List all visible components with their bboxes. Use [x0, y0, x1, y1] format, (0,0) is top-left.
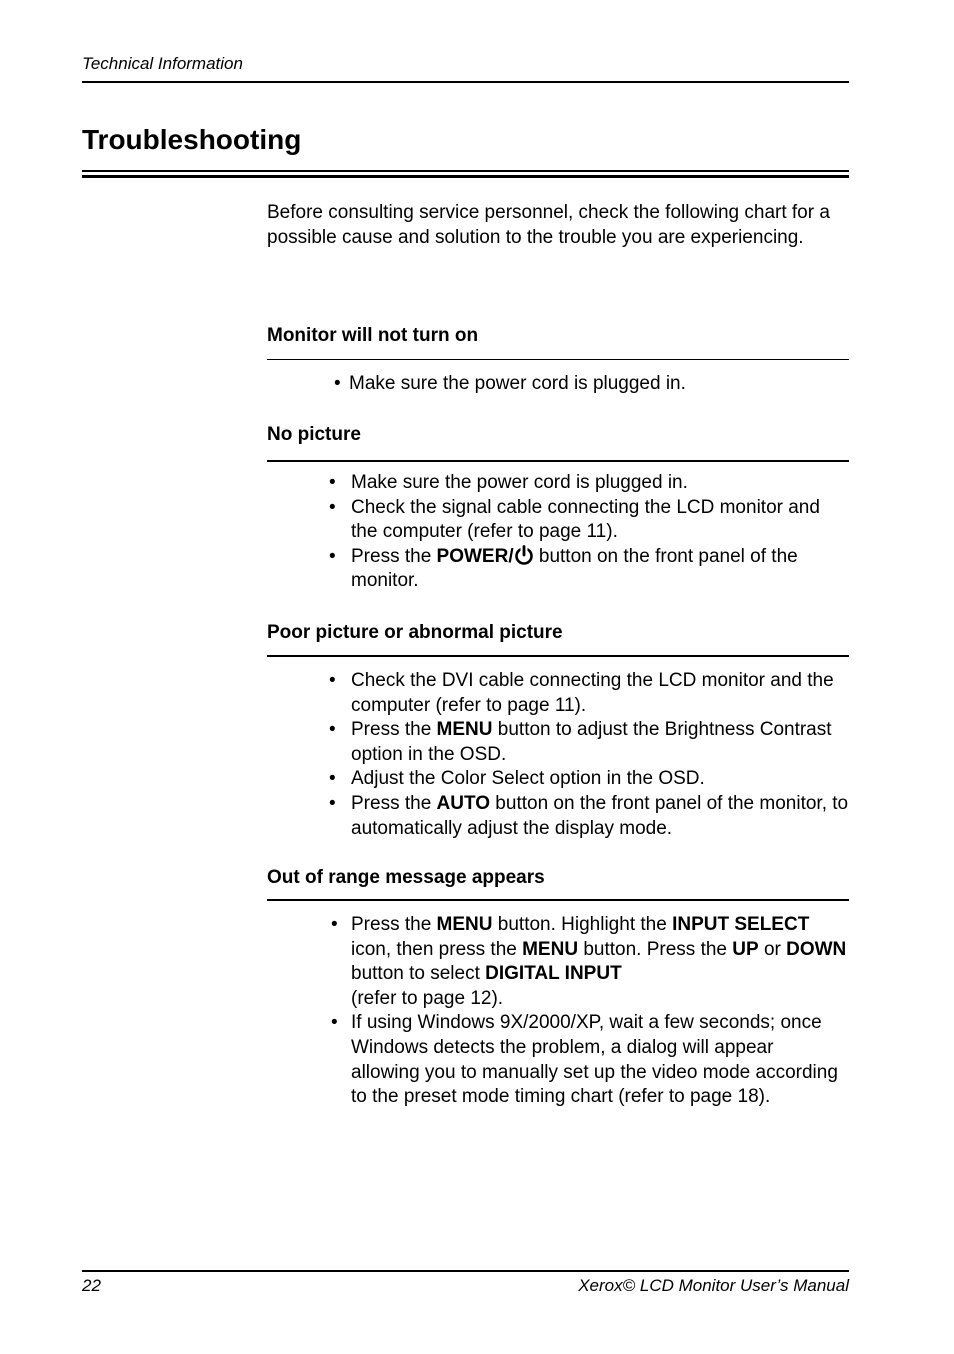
item-text: Press the	[351, 719, 437, 741]
item-bold: UP	[732, 938, 759, 960]
bullet-icon: •	[329, 472, 336, 493]
footer-manual-title: Xerox© LCD Monitor User’s Manual	[578, 1276, 849, 1295]
section-heading: Out of range message appears	[267, 867, 545, 888]
list-item	[329, 792, 851, 841]
item-text: button on the front panel of the monitor, to automatically adjust the display mode.	[351, 792, 849, 839]
item-bold: MENU	[522, 938, 579, 960]
item-text: icon, then press the	[351, 938, 523, 960]
item-bold: INPUT SELECT	[672, 914, 810, 935]
bullet-icon: •	[329, 670, 336, 691]
bullet-list	[334, 372, 851, 397]
bullet-icon: •	[329, 719, 336, 741]
bullet-icon: •	[331, 914, 338, 935]
list-item	[329, 496, 841, 545]
bullet-icon: •	[329, 768, 336, 790]
item-text: Adjust the Color Select option in the OSD.	[351, 768, 705, 790]
page-title: Troubleshooting	[82, 124, 302, 155]
title-rule-bottom	[82, 175, 849, 178]
bullet-icon: •	[334, 373, 341, 394]
page-number: 22	[82, 1276, 101, 1295]
bullet-icon: •	[329, 545, 336, 567]
item-text: Check the signal cable connecting the LCD monitor and the computer (refer to page 11).	[351, 496, 820, 543]
bullet-icon: •	[329, 496, 336, 518]
intro-paragraph: Before consulting service personnel, check the following chart for a possible cause and solution to the trouble you are experiencing.	[267, 202, 830, 248]
item-text: Press the	[351, 545, 437, 567]
list-item	[329, 718, 851, 767]
list-item	[329, 767, 851, 792]
title-rule-top	[82, 170, 849, 172]
bullet-list	[331, 913, 847, 1110]
list-item	[329, 471, 841, 496]
section-heading: Monitor will not turn on	[267, 325, 479, 346]
running-header: Technical Information	[82, 54, 243, 73]
section-heading: Poor picture or abnormal picture	[267, 622, 563, 643]
item-bold: AUTO	[436, 792, 491, 814]
list-item	[331, 913, 847, 1011]
item-text: button to adjust the Brightness Contrast option in the OSD.	[351, 719, 832, 765]
header-rule	[82, 81, 849, 83]
item-text: Press the	[351, 792, 437, 814]
item-bold: DIGITAL INPUT	[485, 963, 622, 985]
power-icon	[514, 545, 534, 565]
section-rule	[267, 460, 849, 462]
item-text: If using Windows 9X/2000/XP, wait a few seconds; once Windows detects the problem, a dialog will appear allowing you to manually set up the video mode according to the preset mode timing chart (refer to page 18).	[351, 1012, 838, 1108]
item-text: button to select	[351, 963, 486, 985]
item-text: Press the	[351, 914, 437, 935]
item-text: Make sure the power cord is plugged in.	[351, 472, 688, 493]
item-text: or	[758, 938, 787, 960]
section-rule	[267, 655, 849, 657]
item-text: (refer to page 12).	[351, 987, 504, 1009]
list-item	[331, 1011, 847, 1109]
item-text: Check the DVI cable connecting the LCD monitor and the computer (refer to page 11).	[351, 670, 834, 716]
item-text: button on the front panel of the monitor.	[351, 545, 798, 592]
item-text: button. Press the	[578, 938, 733, 960]
list-item	[329, 545, 841, 594]
bullet-list	[329, 471, 841, 594]
item-bold: MENU	[436, 914, 493, 935]
item-bold: MENU	[436, 719, 493, 741]
bullet-icon: •	[331, 1012, 338, 1034]
bullet-list	[329, 669, 851, 841]
section-rule	[267, 359, 849, 360]
item-text: button. Highlight the	[492, 914, 673, 935]
item-bold: POWER/	[436, 545, 514, 567]
section-heading: No picture	[267, 424, 361, 445]
bullet-icon: •	[329, 792, 336, 814]
list-item	[329, 669, 851, 718]
item-bold: DOWN	[786, 938, 847, 960]
footer-rule	[82, 1270, 849, 1272]
section-rule	[267, 899, 849, 901]
list-item	[334, 372, 851, 397]
item-text: Make sure the power cord is plugged in.	[349, 373, 686, 394]
